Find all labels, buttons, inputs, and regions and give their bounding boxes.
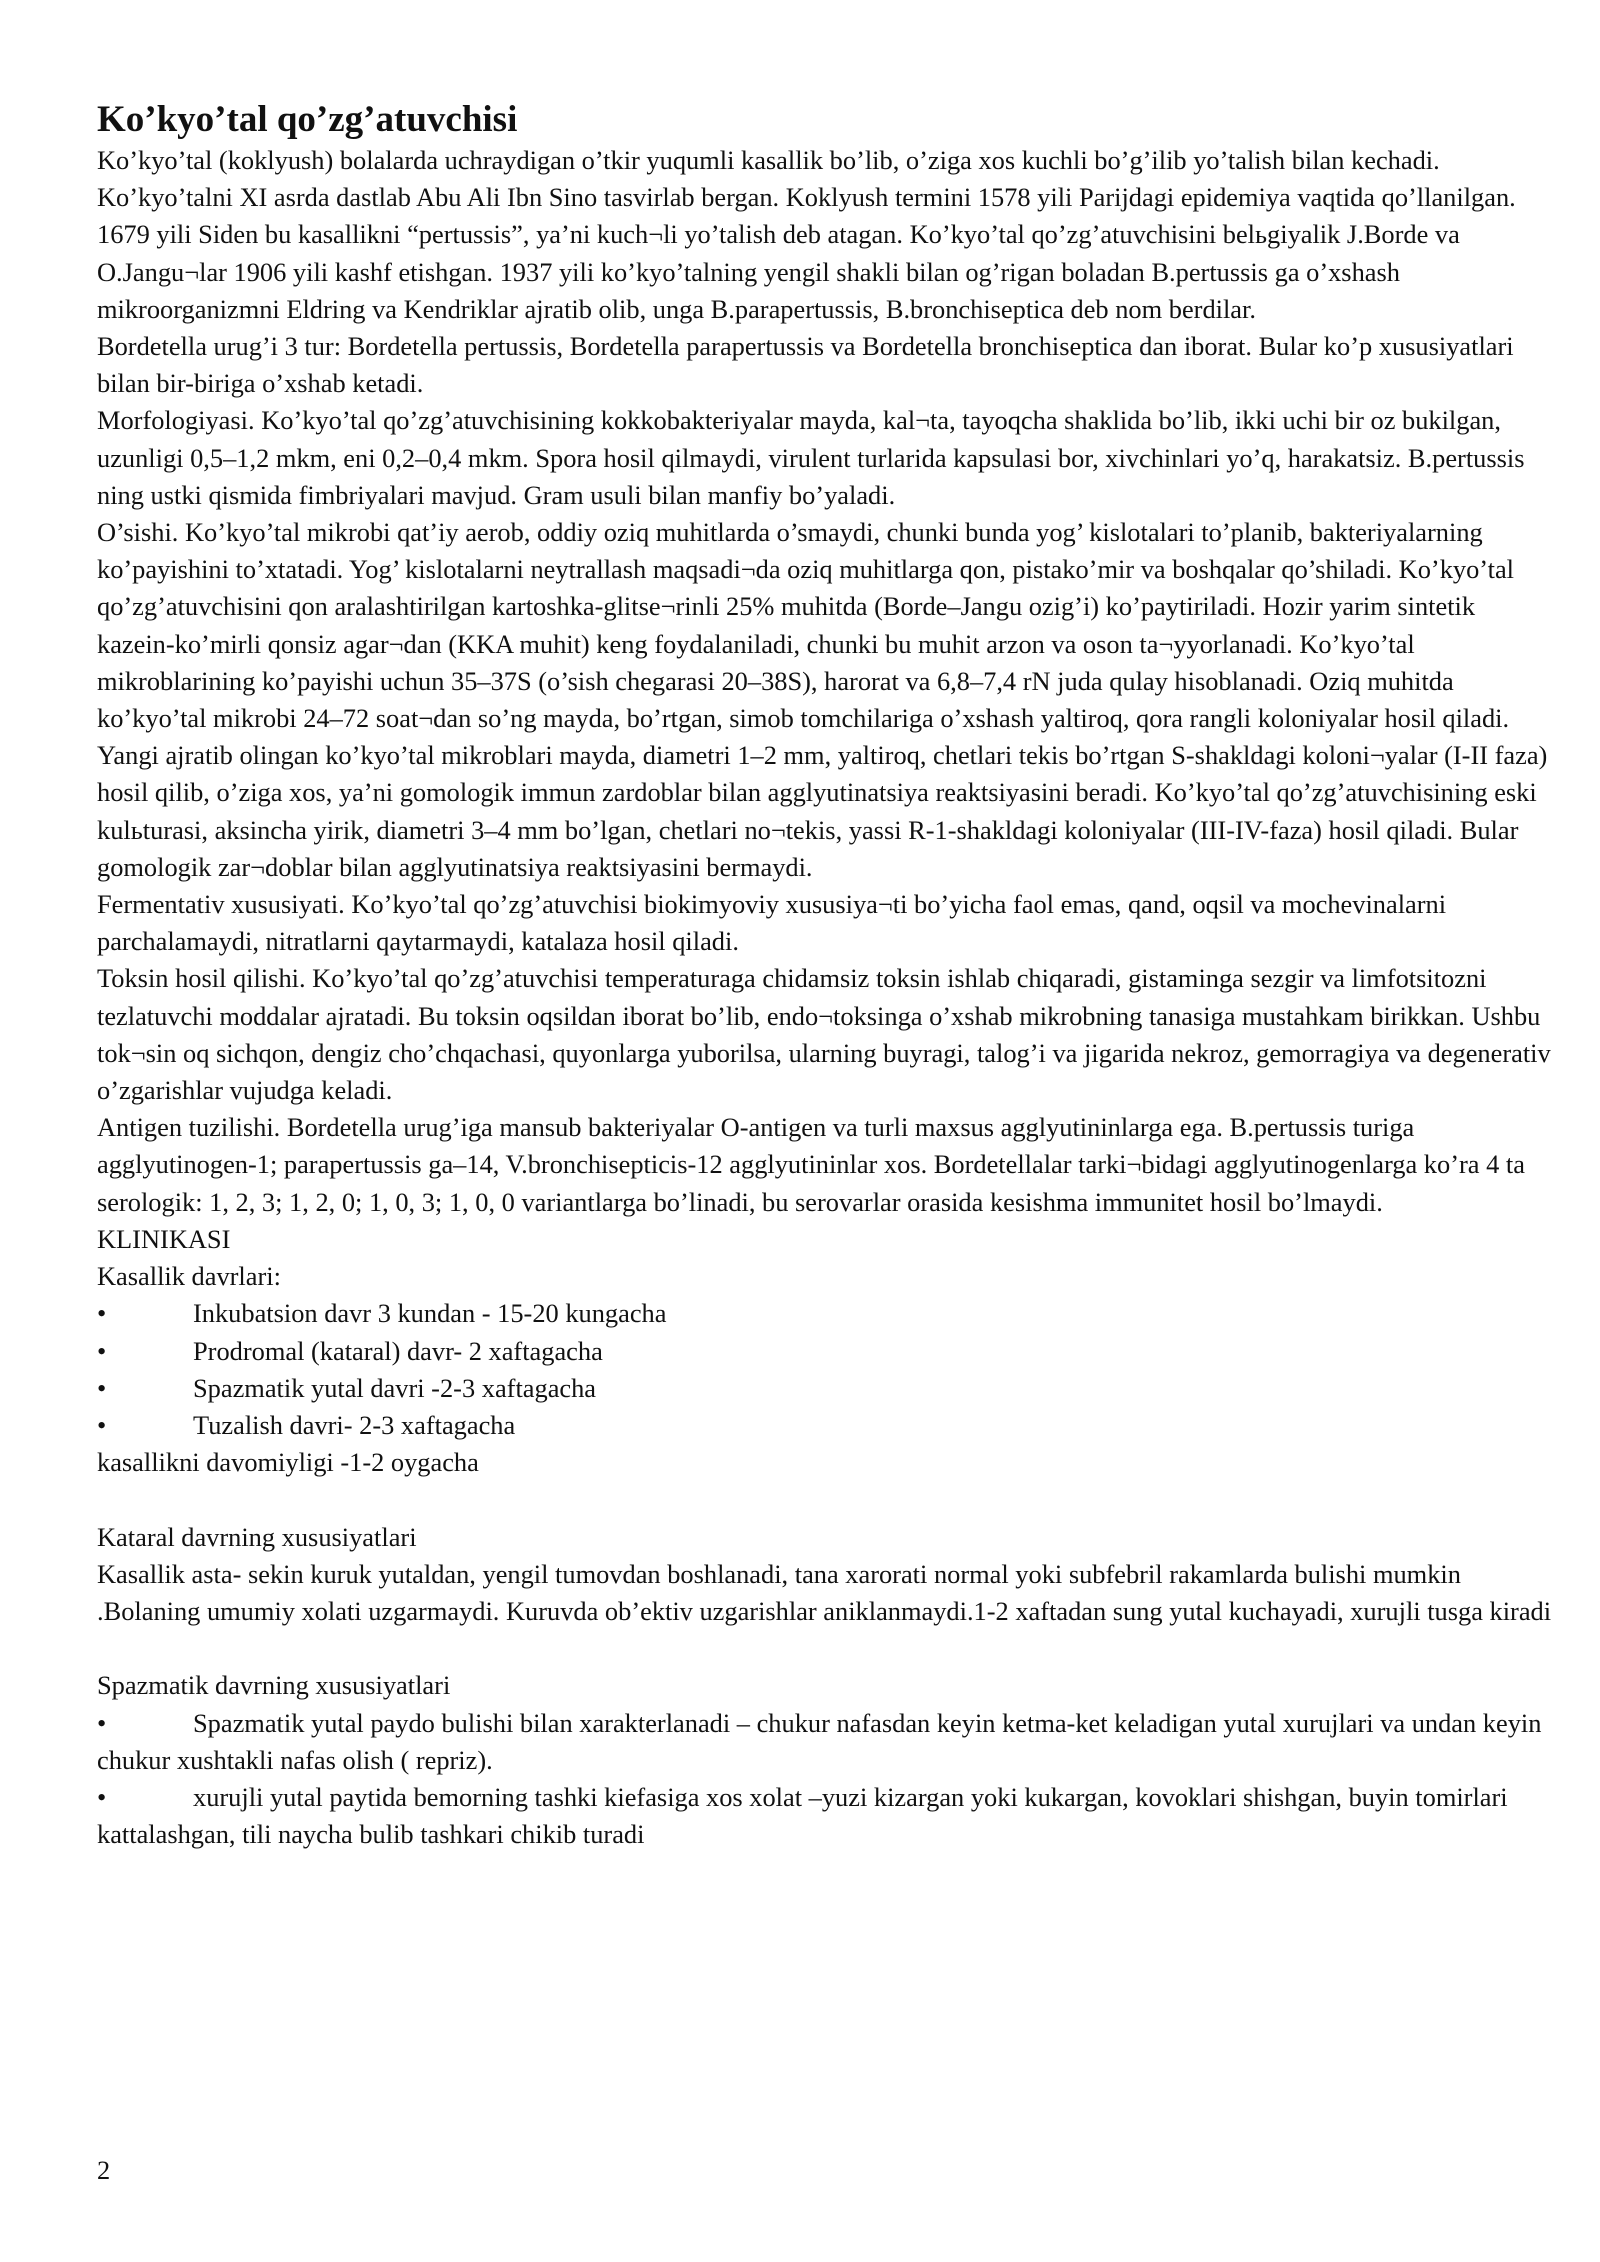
paragraph-history: Ko’kyo’talni XI asrda dastlab Abu Ali Ibn Sino tasvirlab bergan. Koklyush termini 1578 yili Parijdagi epidemiya vaqtida qo’llanilgan. 1679 yili Siden bu kasallikni “pertussis”, ya’ni kuch¬li yo’talish deb atagan. Ko’kyo’tal qo’zg’atuvchisini belьgiyalik J.Borde va O.Jangu¬lar 1906 yili kashf etishgan. 1937 yili ko’kyo’talning yengil shakli bilan og’rigan boladan B.pertussis ga o’xshash mikroorganizmni Eldring va Kendriklar ajratib olib, unga B.parapertussis, B.bronchiseptica deb nom berdilar. bbox=[97, 182, 1516, 324]
blank-line bbox=[97, 1481, 1557, 1518]
paragraph-genus: Bordetella urug’i 3 tur: Bordetella pertussis, Bordetella parapertussis va Bordetella bronchiseptica dan iborat. Bular ko’p xususiyatlari bilan bir-biriga o’xshab ketadi. bbox=[97, 331, 1514, 399]
bullet-marker: • bbox=[97, 1707, 107, 1738]
bullet-marker: • bbox=[97, 1409, 107, 1440]
period-spasmatic: Spazmatik yutal davri -2-3 xaftagacha bbox=[193, 1372, 597, 1403]
spazmatik-heading: Spazmatik davrning xususiyatlari bbox=[97, 1670, 451, 1701]
paragraph-intro: Ko’kyo’tal (koklyush) bolalarda uchraydigan o’tkir yuqumli kasallik bo’lib, o’ziga xos kuchli bo’g’ilib yo’talish bilan kechadi. bbox=[97, 145, 1440, 175]
list-item bbox=[97, 1779, 1557, 1853]
kataral-heading: Kataral davrning xususiyatlari bbox=[97, 1521, 417, 1552]
paragraph-morphology: Morfologiyasi. Ko’kyo’tal qo’zg’atuvchisining kokkobakteriyalar mayda, kal¬ta, tayoqcha shaklida bo’lib, ikki uchi bir oz bukilgan, uzunligi 0,5–1,2 mkm, eni 0,2–0,4 mkm. Spora hosil qilmaydi, virulent turlarida kapsulasi bor, xivchinlari yo’q, harakatsiz. B.pertussis ning ustki qismida fimbriyalari mavjud. Gram usuli bilan manfiy bo’yaladi. bbox=[97, 405, 1525, 510]
periods-heading: Kasallik davrlari: bbox=[97, 1261, 281, 1292]
bullet-marker: • bbox=[97, 1335, 107, 1366]
list-item bbox=[97, 1333, 1557, 1370]
spazmatik-item-1: Spazmatik yutal paydo bulishi bilan xarakterlanadi – chukur nafasdan keyin ketma-ket keladigan yutal xurujlari va undan keyin chukur xushtakli nafas olish ( repriz). bbox=[97, 1707, 1542, 1775]
duration-text: kasallikni davomiyligi -1-2 oygacha bbox=[97, 1447, 479, 1478]
period-incubation: Inkubatsion davr 3 kundan - 15-20 kungacha bbox=[193, 1298, 667, 1329]
klinika-heading: KLINIKASI bbox=[97, 1223, 231, 1254]
kataral-text: Kasallik asta- sekin kuruk yutaldan, yengil tumovdan boshlanadi, tana xarorati normal yoki subfebril rakamlarda bulishi mumkin .Bolaning umumiy xolati uzgarmaydi. Kuruvda ob’ektiv uzgarishlar aniklanmaydi.1-2 xaftadan sung yutal kuchayadi, xurujli tusga kiradi bbox=[97, 1558, 1552, 1626]
list-item bbox=[97, 1705, 1557, 1779]
paragraph-toxin: Toksin hosil qilishi. Ko’kyo’tal qo’zg’atuvchisi temperaturaga chidamsiz toksin ishlab chiqaradi, gistaminga sezgir va limfotsitozni tezlatuvchi moddalar ajratadi. Bu toksin oqsildan iborat bo’lib, endo¬toksinga o’xshab mikrobning tanasiga mustahkam birikkan. Ushbu tok¬sin oq sichqon, dengiz cho’chqachasi, quyonlarga yuborilsa, ularning buyragi, talog’i va jigarida nekroz, gemorragiya va degenerativ o’zgarishlar vujudga keladi. bbox=[97, 963, 1551, 1106]
bullet-marker: • bbox=[97, 1298, 107, 1329]
paragraph-enzymatic: Fermentativ xususiyati. Ko’kyo’tal qo’zg’atuvchisi biokimyoviy xususiya¬ti bo’yicha faol emas, qand, oqsil va mochevinalarni parchalamaydi, nitratlarni qaytarmaydi, katalaza hosil qiladi. bbox=[97, 889, 1447, 957]
bullet-marker: • bbox=[97, 1372, 107, 1403]
period-prodromal: Prodromal (kataral) davr- 2 xaftagacha bbox=[193, 1335, 603, 1366]
period-recovery: Tuzalish davri- 2-3 xaftagacha bbox=[193, 1409, 516, 1440]
document-title: Ko’kyo’tal qo’zg’atuvchisi bbox=[97, 99, 518, 140]
blank-line bbox=[97, 1630, 1557, 1667]
list-item bbox=[97, 1407, 1557, 1444]
document-page bbox=[97, 98, 1557, 1853]
spazmatik-item-2: xurujli yutal paytida bemorning tashki kiefasiga xos xolat –yuzi kizargan yoki kukargan, kovoklari shishgan, buyin tomirlari kattalashgan, tili naycha bulib tashkari chikib turadi bbox=[97, 1781, 1508, 1850]
paragraph-antigen: Antigen tuzilishi. Bordetella urug’iga mansub bakteriyalar O-antigen va turli maxsus agglyutininlarga ega. B.pertussis turiga agglyutinogen-1; parapertussis ga–14, V.bronchisepticis-12 agglyutininlar xos. Bordetellalar tarki¬bidagi agglyutinogenlarga ko’ra 4 ta serologik: 1, 2, 3; 1, 2, 0; 1, 0, 3; 1, 0, 0 variantlarga bo’linadi, bu serovarlar orasida kesishma immunitet hosil bo’lmaydi. bbox=[97, 1112, 1525, 1217]
list-item bbox=[97, 1370, 1557, 1407]
list-item bbox=[97, 1295, 1557, 1332]
paragraph-growth: O’sishi. Ko’kyo’tal mikrobi qat’iy aerob, oddiy oziq muhitlarda o’smaydi, chunki bunda yog’ kislotalari to’planib, bakteriyalarning ko’payishini to’xtatadi. Yog’ kislotalarni neytrallash maqsadi¬da oziq muhitlarga qon, pistako’mir va boshqalar qo’shiladi. Ko’kyo’tal qo’zg’atuvchisini qon aralashtirilgan kartoshka-glitse¬rinli 25% muhitda (Borde–Jangu ozig’i) ko’paytiriladi. Hozir yarim sintetik kazein-ko’mirli qonsiz agar¬dan (KKA muhit) keng foydalaniladi, chunki bu muhit arzon va oson ta¬yyorlanadi. Ko’kyo’tal mikroblarining ko’payishi uchun 35–37S (o’sish chegarasi 20–38S), harorat va 6,8–7,4 rN juda qulay hisoblanadi. Oziq muhitda ko’kyo’tal mikrobi 24–72 soat¬dan so’ng mayda, bo’rtgan, simob tomchilariga o’xshash yaltiroq, qora rangli koloniyalar hosil qiladi. Yangi ajratib olingan ko’kyo’tal mikroblari mayda, diametri 1–2 mm, yaltiroq, chetlari tekis bo’rtgan S-shakldagi koloni¬yalar (I-II faza) hosil qilib, o’ziga xos, ya’ni gomologik immun zardoblar bilan agglyutinatsiya reaktsiyasini beradi. Ko’kyo’tal qo’zg’atuvchisining eski kulьturasi, aksincha yirik, diametri 3–4 mm bo’lgan, chetlari no¬tekis, yassi R-1-shakldagi koloniyalar (III-IV-faza) hosil qiladi. Bular gomologik zar¬doblar bilan agglyutinatsiya reaktsiyasini bermaydi. bbox=[97, 517, 1548, 882]
page-number: 2 bbox=[97, 2155, 111, 2185]
bullet-marker: • bbox=[97, 1781, 107, 1812]
